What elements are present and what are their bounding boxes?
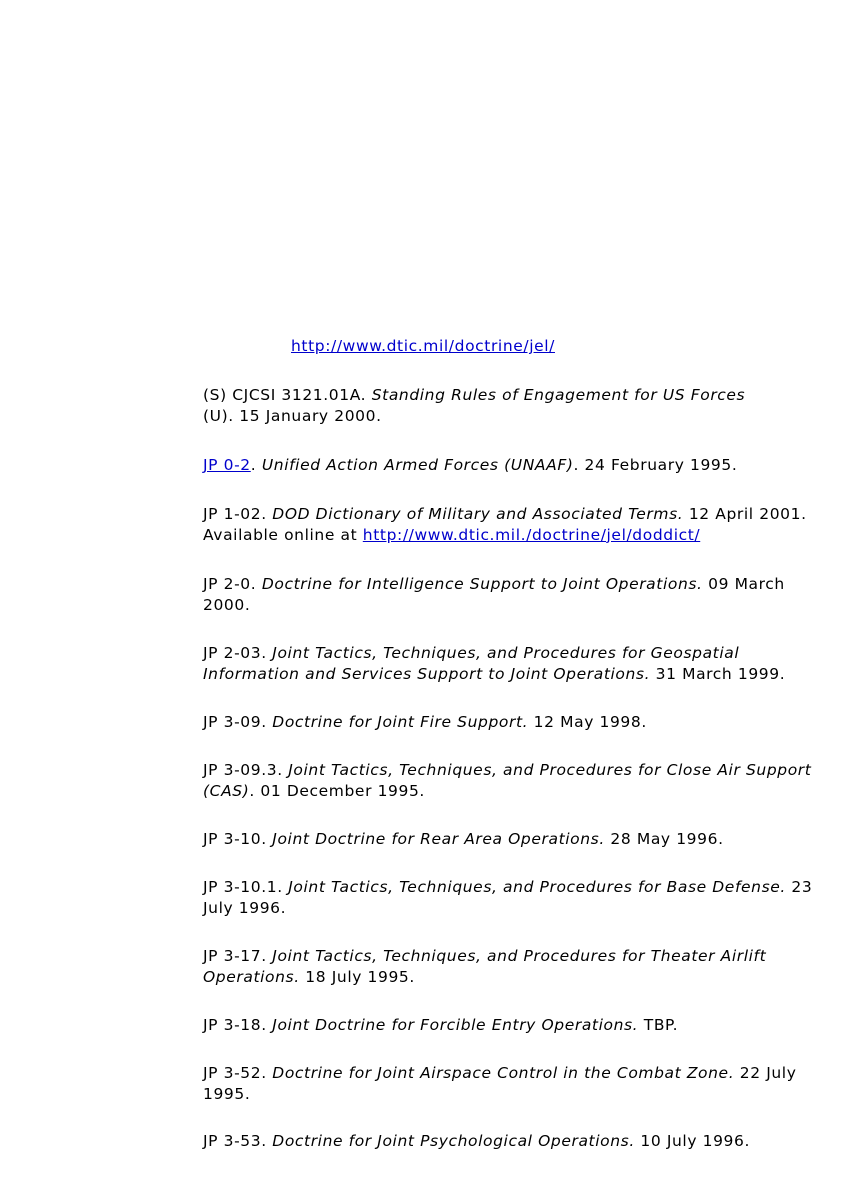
ref-prefix: JP 2-03. xyxy=(203,644,273,662)
ref-title: Joint Doctrine for Rear Area Operations. xyxy=(272,830,605,848)
ref-prefix: JP 3-09.3. xyxy=(203,761,289,779)
ref-title: Joint Tactics, Techniques, and Procedures for Close Air Support (CAS) xyxy=(203,761,812,800)
reference-item xyxy=(203,643,818,684)
reference-item xyxy=(203,760,823,801)
reference-item xyxy=(203,385,823,426)
doctrine-jel-link[interactable]: http://www.dtic.mil/doctrine/jel/ xyxy=(291,337,555,355)
ref-prefix: . xyxy=(250,456,262,474)
reference-item xyxy=(203,946,823,987)
ref-title: Doctrine for Joint Psychological Operations. xyxy=(272,1132,635,1150)
ref-suffix: 28 May 1996. xyxy=(604,830,724,848)
ref-title: Doctrine for Intelligence Support to Joint Operations. xyxy=(261,575,703,593)
jp-0-2-link[interactable]: JP 0-2 xyxy=(203,456,251,474)
reference-item xyxy=(203,829,823,850)
ref-prefix: JP 2-0. xyxy=(203,575,262,593)
ref-title: Doctrine for Joint Airspace Control in the Combat Zone. xyxy=(272,1064,735,1082)
ref-prefix: JP 3-17. xyxy=(203,947,273,965)
ref-prefix: JP 3-52. xyxy=(203,1064,273,1082)
reference-item xyxy=(203,455,823,476)
reference-item xyxy=(203,574,823,615)
ref-prefix: (S) CJCSI 3121.01A. xyxy=(203,386,372,404)
reference-item xyxy=(203,1131,823,1152)
doddict-link[interactable]: http://www.dtic.mil./doctrine/jel/doddict/ xyxy=(362,525,701,544)
ref-prefix: JP 1-02. xyxy=(203,505,273,523)
ref-title: Joint Tactics, Techniques, and Procedures for Base Defense. xyxy=(288,878,786,896)
ref-suffix: 12 April 2001. Available online at xyxy=(203,505,807,544)
ref-suffix: (U). 15 January 2000. xyxy=(203,406,382,425)
ref-title: Joint Tactics, Techniques, and Procedures for Theater Airlift Operations. xyxy=(203,947,767,986)
header-url-line xyxy=(0,336,846,356)
ref-title: DOD Dictionary of Military and Associated Terms. xyxy=(272,505,684,523)
ref-suffix: 22 July 1995. xyxy=(203,1064,797,1103)
ref-title: Unified Action Armed Forces (UNAAF) xyxy=(261,456,574,474)
ref-prefix: JP 3-18. xyxy=(203,1016,273,1034)
reference-item xyxy=(203,877,823,918)
ref-prefix: JP 3-09. xyxy=(203,713,273,731)
ref-prefix: JP 3-53. xyxy=(203,1132,273,1150)
reference-item xyxy=(203,712,823,733)
reference-item xyxy=(203,504,823,545)
ref-title: Doctrine for Joint Fire Support. xyxy=(272,713,529,731)
reference-item xyxy=(203,1015,823,1036)
ref-title: Joint Doctrine for Forcible Entry Operations. xyxy=(272,1016,639,1034)
ref-suffix: 18 July 1995. xyxy=(299,967,415,986)
ref-suffix: 12 May 1998. xyxy=(528,713,647,731)
ref-suffix: 23 July 1996. xyxy=(203,878,813,917)
ref-suffix: . 24 February 1995. xyxy=(573,456,738,474)
ref-title: Standing Rules of Engagement for US Forces xyxy=(371,386,746,404)
ref-suffix: 09 March 2000. xyxy=(203,575,785,614)
ref-suffix: 10 July 1996. xyxy=(634,1132,751,1150)
ref-suffix: TBP. xyxy=(638,1016,679,1034)
reference-item xyxy=(203,1063,823,1104)
ref-prefix: JP 3-10.1. xyxy=(203,878,289,896)
ref-prefix: JP 3-10. xyxy=(203,830,273,848)
ref-suffix: . 01 December 1995. xyxy=(249,781,425,800)
ref-title: Joint Tactics, Techniques, and Procedures for Geospatial Information and Services Support to Joint Operations. xyxy=(203,644,740,683)
ref-suffix: 31 March 1999. xyxy=(650,664,786,683)
